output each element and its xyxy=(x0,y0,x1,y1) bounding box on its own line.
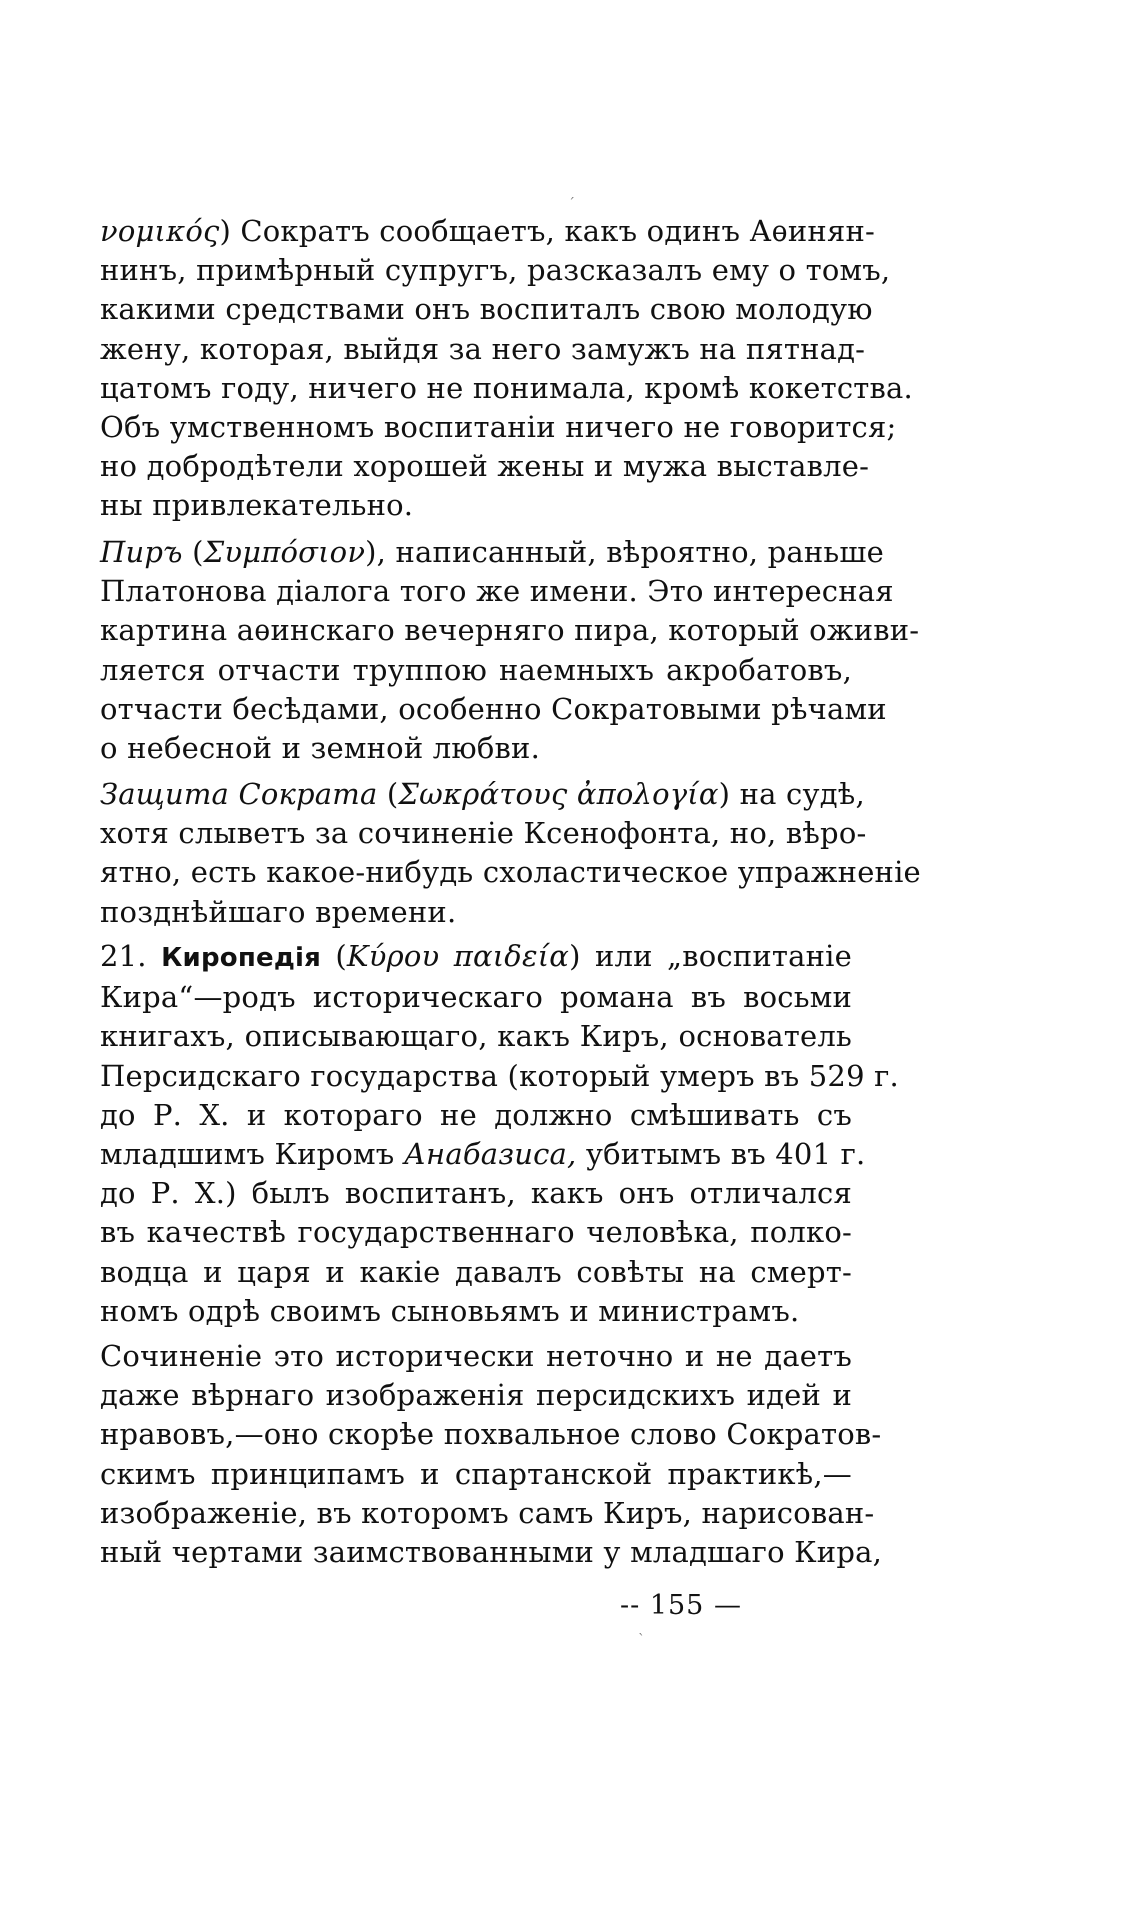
paragraph-5 xyxy=(100,1337,882,1572)
text-line xyxy=(100,611,920,650)
text-line xyxy=(100,1292,852,1331)
text-segment: о небесной и земной любви. xyxy=(100,731,540,766)
text-line xyxy=(100,1135,866,1174)
greek-text: Σωκράτους ἀπολογία xyxy=(398,777,719,811)
text-line xyxy=(100,572,894,611)
text-segment: но добродѣтели хорошей жены и мужа выставле- xyxy=(100,449,870,484)
text-segment: ный чертами заимствованными у младшаго Кира, xyxy=(100,1535,882,1570)
text-line xyxy=(100,1213,852,1252)
text-segment: ) или „воспитаніе xyxy=(569,939,853,973)
text-line xyxy=(100,893,852,932)
text-line xyxy=(100,1174,852,1213)
greek-text: Συμπόσιον xyxy=(203,535,366,569)
text-segment: ляется отчасти труппою наемныхъ акробатовъ, xyxy=(100,652,852,687)
text-line xyxy=(100,330,866,369)
text-line xyxy=(100,290,873,329)
text-line xyxy=(100,1017,852,1056)
text-line xyxy=(100,408,897,447)
text-line xyxy=(100,1253,852,1292)
text-line xyxy=(100,1415,882,1454)
text-line xyxy=(100,814,867,853)
text-line xyxy=(100,1533,882,1572)
text-segment: книгахъ, описывающаго, какъ Киръ, основатель xyxy=(100,1019,852,1054)
greek-text: Κύρου παιδεία xyxy=(346,939,570,973)
text-segment: позднѣйшаго времени. xyxy=(100,894,457,929)
text-segment: ( xyxy=(182,535,204,569)
text-segment: ятно, есть какое-нибудь схоластическое упражненіе xyxy=(100,855,921,890)
text-segment: нравовъ,—оно скорѣе похвальное слово Сократов- xyxy=(100,1417,882,1452)
print-speck: ´ xyxy=(568,196,575,212)
text-segment: ) Сократъ сообщаетъ, какъ одинъ Аѳинян- xyxy=(219,214,875,248)
text-segment: отчасти бесѣдами, особенно Сократовыми рѣчами xyxy=(100,691,887,726)
text-segment: Платонова діалога того же имени. Это интересная xyxy=(100,574,894,609)
text-line xyxy=(100,690,887,729)
italic-title: Анабазиса, xyxy=(403,1137,577,1172)
text-segment: номъ одрѣ своимъ сыновьямъ и министрамъ. xyxy=(100,1293,800,1328)
greek-text: νομικός xyxy=(100,214,220,248)
text-segment: картина аѳинскаго вечерняго пира, который оживи- xyxy=(100,613,920,648)
text-segment: изображеніе, въ которомъ самъ Киръ, нарисован- xyxy=(100,1495,875,1530)
text-line xyxy=(100,853,921,892)
text-segment: Персидскаго государства (который умеръ въ 529 г. xyxy=(100,1058,899,1093)
text-segment: убитымъ въ 401 г. xyxy=(576,1137,866,1172)
paragraph-4 xyxy=(100,937,899,1331)
text-segment: Сочиненіе это исторически неточно и не даетъ xyxy=(100,1339,852,1373)
paragraph-3 xyxy=(100,775,921,932)
italic-title: Пиръ xyxy=(100,535,183,569)
page-number: -- 155 — xyxy=(620,1590,742,1621)
text-line xyxy=(100,369,913,408)
text-line xyxy=(100,1096,852,1135)
text-segment: какими средствами онъ воспиталъ свою молодую xyxy=(100,292,873,327)
text-segment: хотя слыветъ за сочиненіе Ксенофонта, но, вѣро- xyxy=(100,816,867,851)
text-segment: ( xyxy=(321,939,347,973)
text-segment: ( xyxy=(377,777,399,811)
text-segment: Кира“—родъ историческаго романа въ восьми xyxy=(100,980,852,1015)
text-line xyxy=(100,447,870,486)
text-line xyxy=(100,1337,852,1376)
text-line xyxy=(100,1455,852,1494)
italic-title: Защита Сократа xyxy=(100,777,378,811)
text-line xyxy=(100,978,852,1017)
text-segment: цатомъ году, ничего не понимала, кромѣ кокетства. xyxy=(100,370,913,405)
text-segment: ) на судѣ, xyxy=(718,777,865,811)
text-line xyxy=(100,937,852,978)
text-line xyxy=(100,1057,899,1096)
text-line xyxy=(100,651,852,690)
text-segment: даже вѣрнаго изображенія персидскихъ идей и xyxy=(100,1378,852,1413)
text-line xyxy=(100,212,875,251)
paragraph-1 xyxy=(100,212,913,526)
text-segment: скимъ принципамъ и спартанской практикѣ,— xyxy=(100,1456,852,1491)
text-line xyxy=(100,533,884,572)
text-line xyxy=(100,251,891,290)
text-segment: ), написанный, вѣроятно, раньше xyxy=(365,535,884,569)
text-line xyxy=(100,775,865,814)
text-segment: до Р. Х.) былъ воспитанъ, какъ онъ отличался xyxy=(100,1176,852,1211)
text-segment: водца и царя и какіе давалъ совѣты на смерт- xyxy=(100,1254,852,1289)
text-segment: младшимъ Киромъ xyxy=(100,1137,404,1172)
text-segment: Объ умственномъ воспитаніи ничего не говорится; xyxy=(100,410,897,445)
text-line xyxy=(100,486,852,525)
print-speck: ` xyxy=(638,1632,645,1648)
text-segment: жену, которая, выйдя за него замужъ на пятнад- xyxy=(100,331,866,366)
bold-heading: Киропедія xyxy=(161,943,322,973)
text-line xyxy=(100,1376,852,1415)
text-segment: ны привлекательно. xyxy=(100,488,414,523)
paragraph-2 xyxy=(100,533,920,768)
text-line xyxy=(100,729,852,768)
text-segment: до Р. Х. и котораго не должно смѣшивать съ xyxy=(100,1097,852,1132)
text-segment: нинъ, примѣрный супругъ, разсказалъ ему о томъ, xyxy=(100,253,891,288)
text-segment: 21. xyxy=(100,939,162,973)
text-segment: въ качествѣ государственнаго человѣка, полко- xyxy=(100,1215,852,1250)
text-line xyxy=(100,1494,875,1533)
